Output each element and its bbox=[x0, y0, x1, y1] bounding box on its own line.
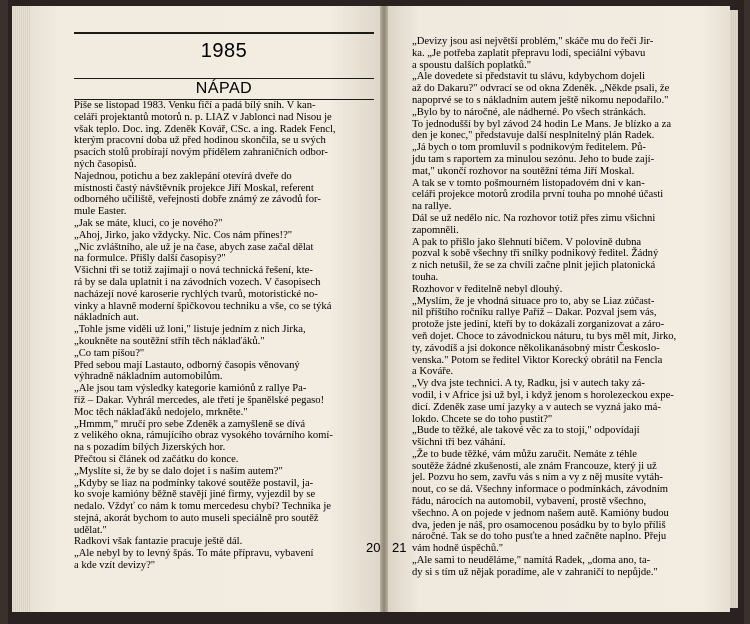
text-line: vodil, i v Africe jsi už byl, i když jenom s horolezeckou expe- bbox=[412, 389, 674, 401]
text-line: dicí. Zdeněk zase umí jazyky a v autech se vyzná jako má- bbox=[412, 401, 661, 413]
text-line: pozval k sobě všechny tři snílky podnikový ředitel. Žádný bbox=[412, 248, 659, 260]
text-line: Dál se už nedělo nic. Na rozhovor totiž přes zimu všichni bbox=[412, 212, 656, 224]
text-line: „Myslím, že je vhodná situace pro to, aby se Liaz zúčast- bbox=[412, 295, 655, 307]
text-line: jel. Pozvu ho sem, zavřu vás s ním a vy z něj musíte vytáh- bbox=[412, 472, 663, 484]
header-rule-top bbox=[74, 32, 374, 34]
text-line: a Kováře. bbox=[412, 366, 454, 378]
text-line: řádu, nárocích na automobil, vybavení, prostě všechno, bbox=[412, 496, 647, 508]
text-line: z velikého okna, rámujícího obraz vysokého továrního komí- bbox=[74, 430, 333, 442]
text-line: A pak to přišlo jako šlehnutí bičem. V polovině dubna bbox=[412, 236, 642, 248]
text-line: „koukněte na soutěžní stříh těch náklaďáků." bbox=[74, 335, 265, 347]
text-line: celáři projektantů motorů n. p. LIAZ v Jablonci nad Nisou je bbox=[74, 111, 332, 123]
text-line: a kde vzít devizy?" bbox=[74, 560, 156, 572]
text-line: mat," ukončí rozhovor na soutěžní téma Jiří Moskal. bbox=[412, 165, 635, 177]
book-gutter bbox=[380, 6, 388, 612]
text-line: napoprvé se to s nákladním autem ještě nikomu nepodařilo." bbox=[412, 94, 669, 106]
text-line: A tak se v tomto pošmourném listopadovém dni v kan- bbox=[412, 177, 645, 189]
text-line: „Bylo by to náročné, ale nádherné. Po všech stránkách. bbox=[412, 106, 646, 118]
text-line: Radkovi však fantazie pracuje ještě dál. bbox=[74, 536, 243, 548]
text-line: celáři projekce motorů zrodila první touha po mnohé účasti bbox=[412, 189, 664, 201]
text-line: „Kdyby se liaz na podmínky takové soutěže postavil, ja- bbox=[74, 477, 314, 489]
text-line: To jednodušší by byl závod 24 hodin Le Mans. Je blízko a za bbox=[412, 118, 672, 130]
text-line: ty, závodíš a jsi dokonce několikanásobný mistr Českoslo- bbox=[412, 342, 660, 354]
text-line: ko svoje kamióny běžně stavějí jiné firmy, vyjezdil by se bbox=[74, 489, 316, 501]
text-line: stejná, akorát bychom to auto museli speciálně pro soutěž bbox=[74, 512, 319, 524]
text-line: na s pozadím bílých Jizerských hor. bbox=[74, 442, 226, 454]
text-line: Najednou, potichu a bez zaklepání otevírá dveře do bbox=[74, 170, 292, 182]
text-line: až do Dakaru?" odvrací se od okna Zdeněk. „Někde psali, že bbox=[412, 83, 670, 95]
text-line: „Devizy jsou asi největší problém," skáče mu do řeči Jir- bbox=[412, 36, 654, 47]
text-line: Přečtou si článek od začátku do konce. bbox=[74, 453, 239, 465]
text-line: vám hodně úspěchů." bbox=[412, 543, 504, 555]
text-line: náročné. Tak se do toho pusťte a hned začněte naplno. Přeju bbox=[412, 531, 667, 543]
text-line: „Co tam píšou?" bbox=[74, 347, 145, 359]
text-line: „Ale nebyl by to levný špás. To máte přípravu, vybavení bbox=[74, 548, 314, 560]
text-line: nil příštího ročníku rallye Paříž – Dakar. Pozval jsem vás, bbox=[412, 307, 657, 319]
text-line: vinky a hlavně moderní špičkovou techniku a vše, co se týká bbox=[74, 300, 332, 312]
text-line: dva, jeden je náš, pro osamocenou posádku by to bylo příliš bbox=[412, 519, 666, 531]
right-page-text bbox=[412, 36, 718, 579]
text-line: všichni tři bez váhání. bbox=[412, 437, 506, 449]
text-line: rá by se dala uplatnit i na závodních vozech. V časopisech bbox=[74, 276, 321, 288]
text-line: Rozhovor v ředitelně nebyl dlouhý. bbox=[412, 283, 563, 295]
text-line: „Já bych o tom promluvil s podnikovým ředitelem. Pů- bbox=[412, 142, 646, 154]
text-line: Píše se listopad 1983. Venku fičí a padá bílý sníh. V kan- bbox=[74, 100, 316, 111]
header-rule-middle bbox=[74, 78, 374, 79]
text-line: nacházejí nové karoserie rychlých tvarů, motoristické no- bbox=[74, 288, 318, 300]
text-line: mule Easter. bbox=[74, 206, 127, 218]
text-line: zapomněli. bbox=[412, 224, 459, 236]
text-line: Před sebou mají Lastauto, odborný časopis věnovaný bbox=[74, 359, 300, 371]
text-line: „Vy dva jste technici. A ty, Radku, jsi v autech taky zá- bbox=[412, 378, 645, 390]
text-line: touha. bbox=[412, 271, 439, 283]
chapter-year: 1985 bbox=[200, 40, 248, 62]
text-line: však teplo. Doc. ing. Zdeněk Kovář, CSc. a ing. Radek Fencl, bbox=[74, 123, 336, 135]
text-line: odborného učiliště, veřejnosti dobře známý ze závodů for- bbox=[74, 194, 321, 206]
text-line: ných časopisů. bbox=[74, 158, 137, 170]
page-edges-right bbox=[730, 10, 738, 608]
text-line: soutěže žádné zkušenosti, ale znám Francouze, který ji už bbox=[412, 460, 657, 472]
left-page-text bbox=[74, 100, 381, 572]
page-number-right: 21 bbox=[392, 540, 407, 555]
text-line: psacích stolů probírají novým přídělem zahraničních odbor- bbox=[74, 147, 328, 159]
page-edges-left bbox=[12, 6, 32, 612]
text-line: veň dojet. Choce to závodnickou náturu, tu bys měl mít, Jirko, bbox=[412, 330, 677, 342]
text-line: „Ahoj, Jirko, jako vždycky. Nic. Cos nám přines!?" bbox=[74, 229, 293, 241]
text-line: „Ale dovedete si představit tu slávu, kdybychom dojeli bbox=[412, 71, 646, 83]
text-line: místnosti častý návštěvník projekce Jiří Moskal, referent bbox=[74, 182, 314, 194]
text-line: Všichni tři se totiž zajímají o nová technická řešení, kte- bbox=[74, 265, 313, 277]
text-line: na rallye. bbox=[412, 201, 452, 213]
text-line: říž – Dakar. Vyhrál mercedes, ale třetí je španělské pegaso! bbox=[74, 394, 325, 406]
text-line: „Jak se máte, kluci, co je nového?" bbox=[74, 217, 223, 229]
text-line: ka. „Je potřeba zaplatit přepravu lodí, speciální výbavu bbox=[412, 47, 646, 59]
text-line: „Hmmm," mručí pro sebe Zdeněk a zamyšleně se dívá bbox=[74, 418, 306, 430]
text-line: z nich netušil, že se za chvíli začne plnit jejich platonická bbox=[412, 260, 656, 272]
text-line: všechno. A on pojede v jednom našem autě. Kamióny budou bbox=[412, 507, 669, 519]
text-line: Moc těch náklaďáků nedojelo, mrkněte." bbox=[74, 406, 248, 418]
text-line: „Nic zvláštního, ale už je na čase, abych zase začal dělat bbox=[74, 241, 314, 253]
text-line: „Ale jsou tam výsledky kategorie kamiónů z rallye Pa- bbox=[74, 383, 307, 395]
text-line: „Myslíte si, že by se dalo dojet i s naším autem?" bbox=[74, 465, 283, 477]
text-line: nedalo. Vždyť co nám k tomu mercedesu chybí? Technika je bbox=[74, 501, 331, 513]
text-line: „Bude to těžké, ale takové věc za to stojí," odpovídají bbox=[412, 425, 640, 437]
text-line: venska." Potom se ředitel Viktor Korecký obrátil na Fencla bbox=[412, 354, 663, 366]
text-line: udělat." bbox=[74, 524, 107, 536]
chapter-title: NÁPAD bbox=[195, 80, 253, 97]
text-line: a spoustu dalších poplatků." bbox=[412, 59, 532, 71]
text-line: protože jste jediní, kteří by to dokázali zorganizovat a záro- bbox=[412, 319, 665, 331]
page-number-left: 20 bbox=[366, 540, 381, 555]
text-line: dy si s tím už nějak poradíme, ale v zahraničí to nepůjde." bbox=[412, 566, 658, 578]
text-line: nout, co se dá. Všechny informace o podmínkách, závodním bbox=[412, 484, 669, 496]
text-line: „Že to bude těžké, vám můžu zaručit. Nemáte z téhle bbox=[412, 448, 638, 460]
text-line: lokdo. Chcete se do toho pustit?" bbox=[412, 413, 553, 425]
text-line: výhradně nákladním automobilům. bbox=[74, 371, 223, 383]
text-line: „Tohle jsme viděli už loni," listuje jedním z nich Jirka, bbox=[74, 324, 306, 336]
text-line: na formulce. Přišly další časopisy?" bbox=[74, 253, 226, 265]
text-line: jdu tam s raportem za minulou sezónu. Jeho to bude zají- bbox=[412, 153, 655, 165]
text-line: den je konec," představuje další nesplnitelný plán Radek. bbox=[412, 130, 655, 142]
text-line: kterým pracovní doba už před hodinou skončila, se u svých bbox=[74, 135, 326, 147]
text-line: nákladních aut. bbox=[74, 312, 139, 324]
text-line: „Ale sami to neuděláme," namítá Radek, „doma ano, ta- bbox=[412, 555, 651, 567]
